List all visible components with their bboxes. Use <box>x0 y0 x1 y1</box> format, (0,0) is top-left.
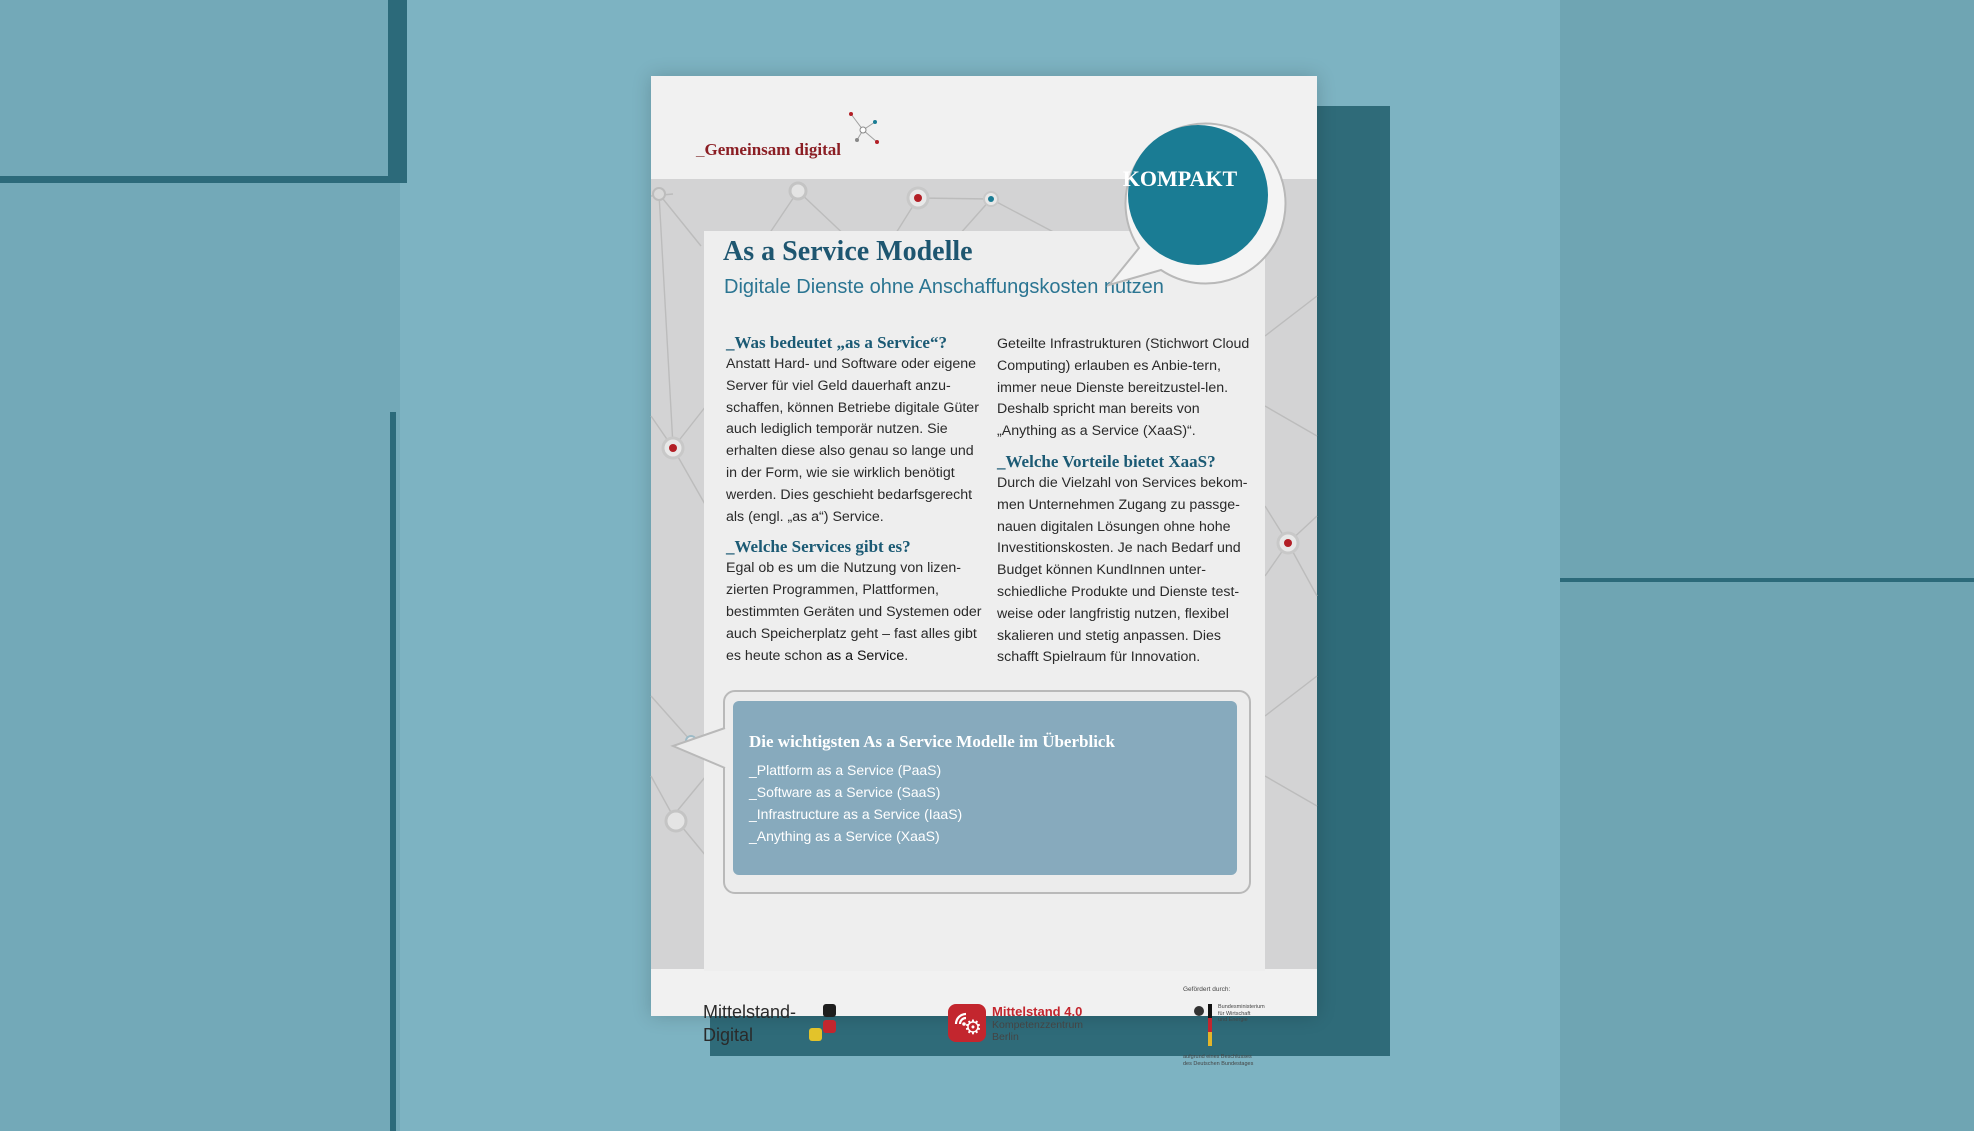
background-panel-right <box>1560 0 1974 1131</box>
column-left <box>726 332 986 675</box>
gear-icon: ⚙ <box>964 1017 982 1039</box>
kompakt-bubble <box>1091 98 1271 298</box>
section-body: Durch die Vielzahl von Services bekom-men Unternehmen Zugang zu passge-nauen digitalen Lösungen ohne hohe Investitionskosten. Je nach Bedarf und Budget können KundInnen unter-schiedliche Produkte und Dienste test-weise oder langfristig nutzen, flexibel skalieren und stetig anpassen. Dies schafft Spielraum für Innovation. <box>997 474 1248 666</box>
callout-list <box>749 759 962 847</box>
section-body: Egal ob es um die Nutzung von lizen-zierten Programmen, Plattformen, bestimmten Geräten und Systemen oder auch Speicherplatz geht – fast alles gibt es heute schon as a Service. <box>726 560 982 664</box>
background-line <box>390 412 396 1131</box>
funding-resolution: aufgrund eines Beschlusses des Deutschen Bundestages <box>1183 1054 1254 1067</box>
federal-eagle-flag-icon <box>1193 1004 1215 1048</box>
gemeinsam-digital-logo: _Gemeinsam digital <box>696 140 841 159</box>
list-item: _Software as a Service (SaaS) <box>749 784 941 800</box>
mittelstand-digital-squares-icon <box>809 1002 841 1044</box>
ministry-name: Bundesministerium für Wirtschaft und Energie <box>1218 1004 1265 1023</box>
mittelstand-40-icon <box>948 1004 986 1042</box>
background-panel-left <box>0 0 400 1131</box>
molecule-icon <box>843 110 885 152</box>
kompakt-badge-label: KOMPAKT <box>1122 166 1238 191</box>
section-heading: _Was bedeutet „as a Service“? <box>726 333 947 352</box>
page-title: As a Service Modelle <box>723 236 973 267</box>
callout-tail <box>671 726 727 770</box>
background-line <box>0 176 407 183</box>
column-right <box>997 334 1257 677</box>
mittelstand-40-logo: Mittelstand 4.0 Kompetenzzentrum Berlin <box>992 1004 1084 1043</box>
list-item: _Anything as a Service (XaaS) <box>749 828 940 844</box>
callout-title: Die wichtigsten As a Service Modelle im Überblick <box>749 732 1115 751</box>
logo-text: Gemeinsam digital <box>704 140 841 159</box>
section-heading: _Welche Vorteile bietet XaaS? <box>997 451 1216 471</box>
section-body: Geteilte Infrastrukturen (Stichwort Cloud Computing) erlauben es Anbie-tern, immer neue Dienste bereitzustel-len. Deshalb spricht man bereits von „Anything as a Service (XaaS)“. <box>997 336 1250 440</box>
background-line <box>1560 578 1974 582</box>
flyer-page <box>651 76 1317 1067</box>
list-item: _Plattform as a Service (PaaS) <box>749 762 942 778</box>
section-body: Anstatt Hard- und Software oder eigene Server für viel Geld dauerhaft anzu-schaffen, können Betriebe digitale Güter auch lediglich temporär nutzen. Sie erhalten diese also genau so lange und in der Form, wie sie wirklich benötigt werden. Dies geschieht bedarfsgerecht als (engl. „as a“) Service. <box>726 356 979 525</box>
funding-label: Gefördert durch: <box>1183 986 1231 993</box>
mittelstand-digital-logo: Mittelstand- Digital <box>703 1002 797 1045</box>
section-heading: _Welche Services gibt es? <box>726 537 911 557</box>
funding-notice <box>1183 986 1293 1067</box>
list-item: _Infrastructure as a Service (IaaS) <box>749 806 963 822</box>
background-line <box>388 0 407 183</box>
page-subtitle: Digitale Dienste ohne Anschaffungskosten nutzen <box>724 276 1164 298</box>
